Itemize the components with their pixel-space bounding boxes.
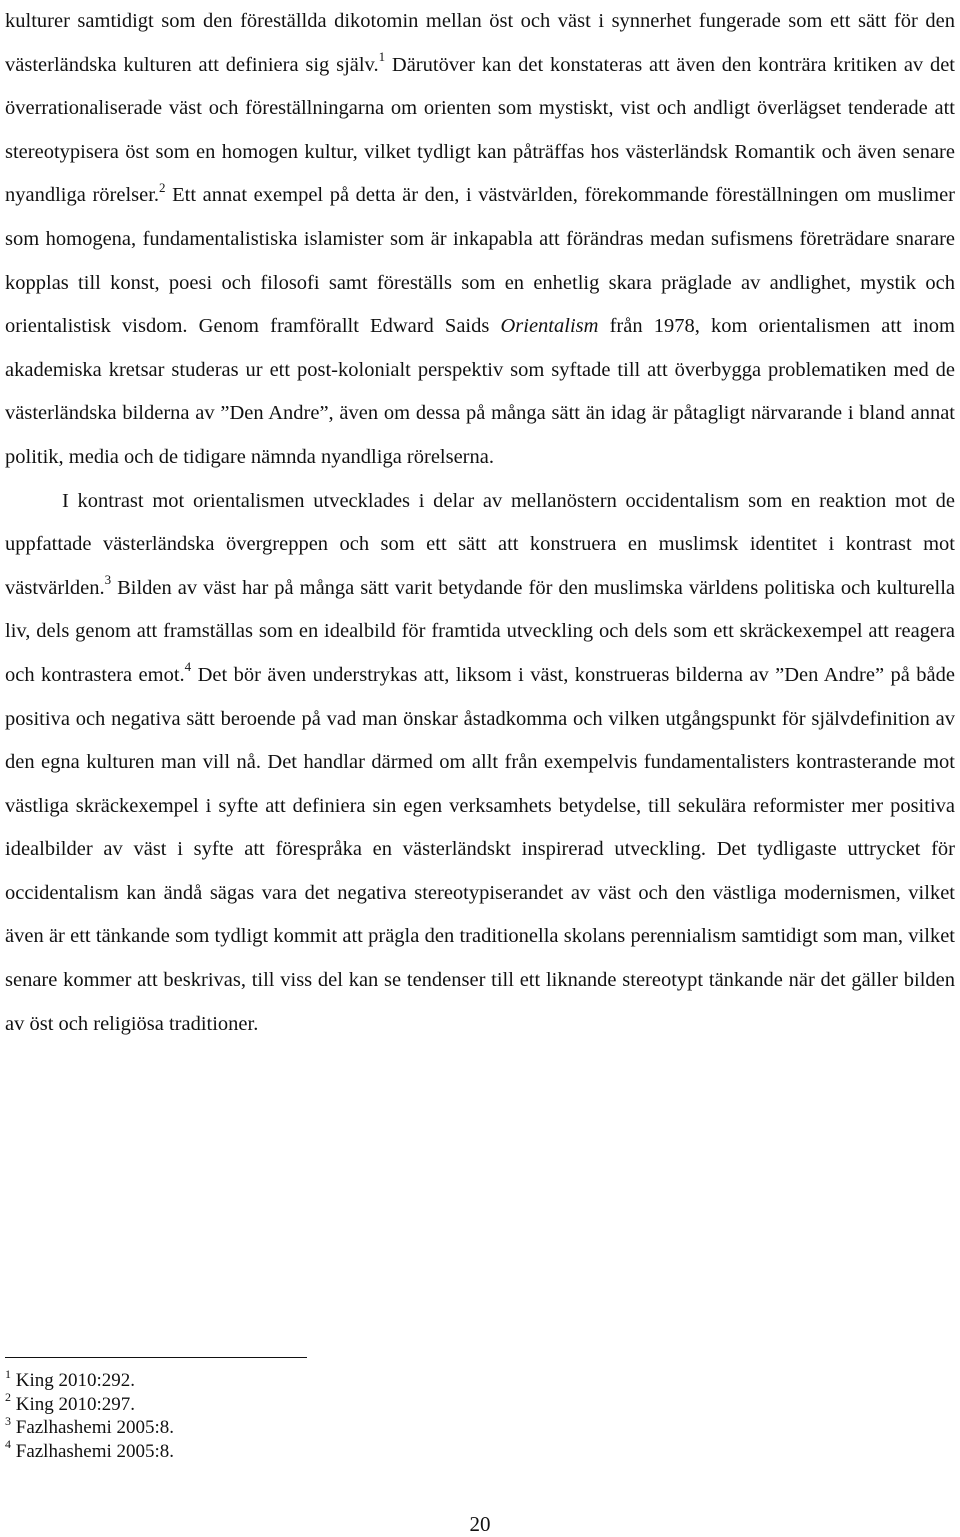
footnote-ref-1: 1	[378, 48, 386, 64]
footnote-number: 2	[5, 1390, 11, 1405]
footnote-text: King 2010:297.	[11, 1393, 136, 1415]
footnote-text: Fazlhashemi 2005:8.	[11, 1417, 175, 1438]
paragraph-1-text: Ett annat exempel på detta är den, i västvärlden, förekommande föreställningen om muslimer som homogena, fundamentalistiska islamister som är inkapabla att förändras medan sufismens företrädare snarare kopplas till konst, poesi och filosofi samt föreställs som en enhetlig skara präglade av andlighet, mystik och orientalistisk visdom. Genom framförallt Edward Saids	[5, 184, 956, 338]
paragraph-2	[5, 480, 955, 1047]
paragraph-1-text: från 1978, kom orientalismen att inom akademiska kretsar studeras ur ett post-kolonialt perspektiv som syftade till att överbygga problematiken med de västerländska bilderna av ”Den Andre”, även om dessa på många sätt än idag är påtagligt närvarande i bland annat politik, media och de tidigare nämnda nyandliga rörelserna.	[5, 315, 955, 468]
body-text	[5, 0, 955, 1046]
paragraph-2-text: Bilden av väst har på många sätt varit betydande för den muslimska världens politiska och kulturella liv, dels genom att framställas som en idealbild för framtida utveckling och dels som ett skräckexempel att reagera och kontrastera emot.	[5, 576, 955, 686]
footnote-number: 3	[5, 1413, 11, 1428]
paragraph-2-text: I kontrast mot orientalismen utvecklades i delar av mellanöstern occidentalism som en reaktion mot de uppfattade västerländska övergreppen och som ett sätt att konstruera en muslimsk identitet i kontrast mot västvärlden.	[5, 489, 955, 599]
footnote-separator	[5, 1357, 307, 1358]
paragraph-2-text: Det bör även understrykas att, liksom i väst, konstrueras bilderna av ”Den Andre” på både positiva och negativa sätt beroende på vad man önskar åstadkomma och vilken utgångspunkt för självdefinition av den egna kulturen man vill nå. Det handlar därmed om allt från exempelvis fundamentalisters kontrasterande mot västliga skräckexempel i syfte att definiera sin egen verksamhets betydelse, till sekulära reformister mer positiva idealbilder av väst i syfte att förespråka en västerländskt inspirerad utveckling. Det tydligaste uttrycket för occidentalism kan ändå sägas vara det negativa stereotypiserandet av väst och den västliga modernismen, vilket även är ett tänkande som tydligt kommit att prägla den traditionella skolans perennialism samtidigt som man, vilket senare kommer att beskrivas, till viss del kan se tendenser till ett liknande stereotypt tänkande när det gäller bilden av öst och religiösa traditioner.	[5, 663, 955, 1035]
book-title-orientalism: Orientalism	[500, 315, 599, 338]
footnote-ref-4: 4	[184, 659, 192, 675]
footnote-number: 1	[5, 1366, 11, 1381]
footnote	[5, 1413, 605, 1440]
footnote	[5, 1366, 605, 1393]
footnote-text: Fazlhashemi 2005:8.	[11, 1440, 175, 1462]
footnotes	[5, 1366, 605, 1463]
paragraph-1-text: Därutöver kan det konstateras att även den konträra kritiken av det överrationaliserade väst och föreställningarna om orienten som mystiskt, vist och andligt överlägset tenderade att stereotypisera öst som en homogen kultur, vilket tydligt kan påträffas hos västerländsk Romantik och även senare nyandliga rörelser.	[5, 53, 956, 207]
footnote-number: 4	[5, 1437, 11, 1452]
page-number: 20	[469, 1512, 491, 1536]
footnote-ref-3: 3	[104, 571, 112, 587]
footnote-text: King 2010:292.	[11, 1370, 136, 1391]
paragraph-1	[5, 0, 955, 480]
footnote	[5, 1437, 605, 1464]
paragraph-1-text: kulturer samtidigt som den föreställda dikotomin mellan öst och väst i synnerhet fungerade som ett sätt för den västerländska kulturen att definiera sig själv.	[5, 10, 955, 76]
footnote	[5, 1390, 605, 1417]
footnote-ref-2: 2	[159, 179, 166, 195]
